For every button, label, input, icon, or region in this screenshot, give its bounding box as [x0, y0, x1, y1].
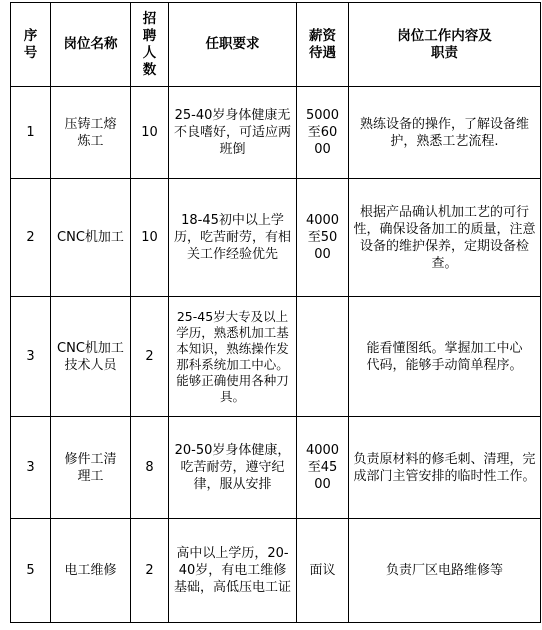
cell-post: CNC机加工: [51, 179, 131, 297]
table-row: [11, 417, 541, 519]
table-row: [11, 87, 541, 179]
cell-count: 10: [131, 179, 169, 297]
cell-count: 8: [131, 417, 169, 519]
cell-duties: 熟练设备的操作，了解设备维护，熟悉工艺流程.: [349, 87, 541, 179]
cell-duties: 能看懂图纸。掌握加工中心代码，能够手动简单程序。: [349, 297, 541, 417]
cell-count: 2: [131, 519, 169, 623]
header-no: 序号: [11, 3, 51, 87]
job-table: [10, 2, 541, 623]
cell-salary: 4000至4500: [297, 417, 349, 519]
cell-salary: [297, 297, 349, 417]
cell-duties: 负责原材料的修毛刺、清理，完成部门主管安排的临时性工作。: [349, 417, 541, 519]
header-post: 岗位名称: [51, 3, 131, 87]
cell-count: 10: [131, 87, 169, 179]
cell-duties: 根据产品确认机加工艺的可行性，确保设备加工的质量，注意设备的维护保养，定期设备检查。: [349, 179, 541, 297]
cell-no: 3: [11, 297, 51, 417]
cell-requirements: 25-45岁大专及以上学历，熟悉机加工基本知识，熟练操作发那科系统加工中心。能够正确使用各种刀具。: [169, 297, 297, 417]
cell-post: 电工维修: [51, 519, 131, 623]
cell-requirements: 18-45初中以上学历，吃苦耐劳，有相关工作经验优先: [169, 179, 297, 297]
header-duties: 岗位工作内容及职责: [349, 3, 541, 87]
table-row: [11, 519, 541, 623]
cell-post: 修件工清理工: [51, 417, 131, 519]
header-count: 招聘人数: [131, 3, 169, 87]
cell-post: CNC机加工技术人员: [51, 297, 131, 417]
cell-no: 2: [11, 179, 51, 297]
cell-salary: 5000至6000: [297, 87, 349, 179]
cell-salary: 4000至5000: [297, 179, 349, 297]
cell-salary: 面议: [297, 519, 349, 623]
cell-requirements: 25-40岁身体健康无不良嗜好，可适应两班倒: [169, 87, 297, 179]
cell-count: 2: [131, 297, 169, 417]
header-requirements: 任职要求: [169, 3, 297, 87]
cell-requirements: 20-50岁身体健康，吃苦耐劳，遵守纪律，服从安排: [169, 417, 297, 519]
cell-no: 5: [11, 519, 51, 623]
table-header-row: [11, 3, 541, 87]
cell-no: 3: [11, 417, 51, 519]
cell-post: 压铸工熔炼工: [51, 87, 131, 179]
table-row: [11, 297, 541, 417]
cell-duties: 负责厂区电路维修等: [349, 519, 541, 623]
cell-requirements: 高中以上学历，20-40岁，有电工维修基础，高低压电工证: [169, 519, 297, 623]
cell-no: 1: [11, 87, 51, 179]
header-salary: 薪资待遇: [297, 3, 349, 87]
table-row: [11, 179, 541, 297]
